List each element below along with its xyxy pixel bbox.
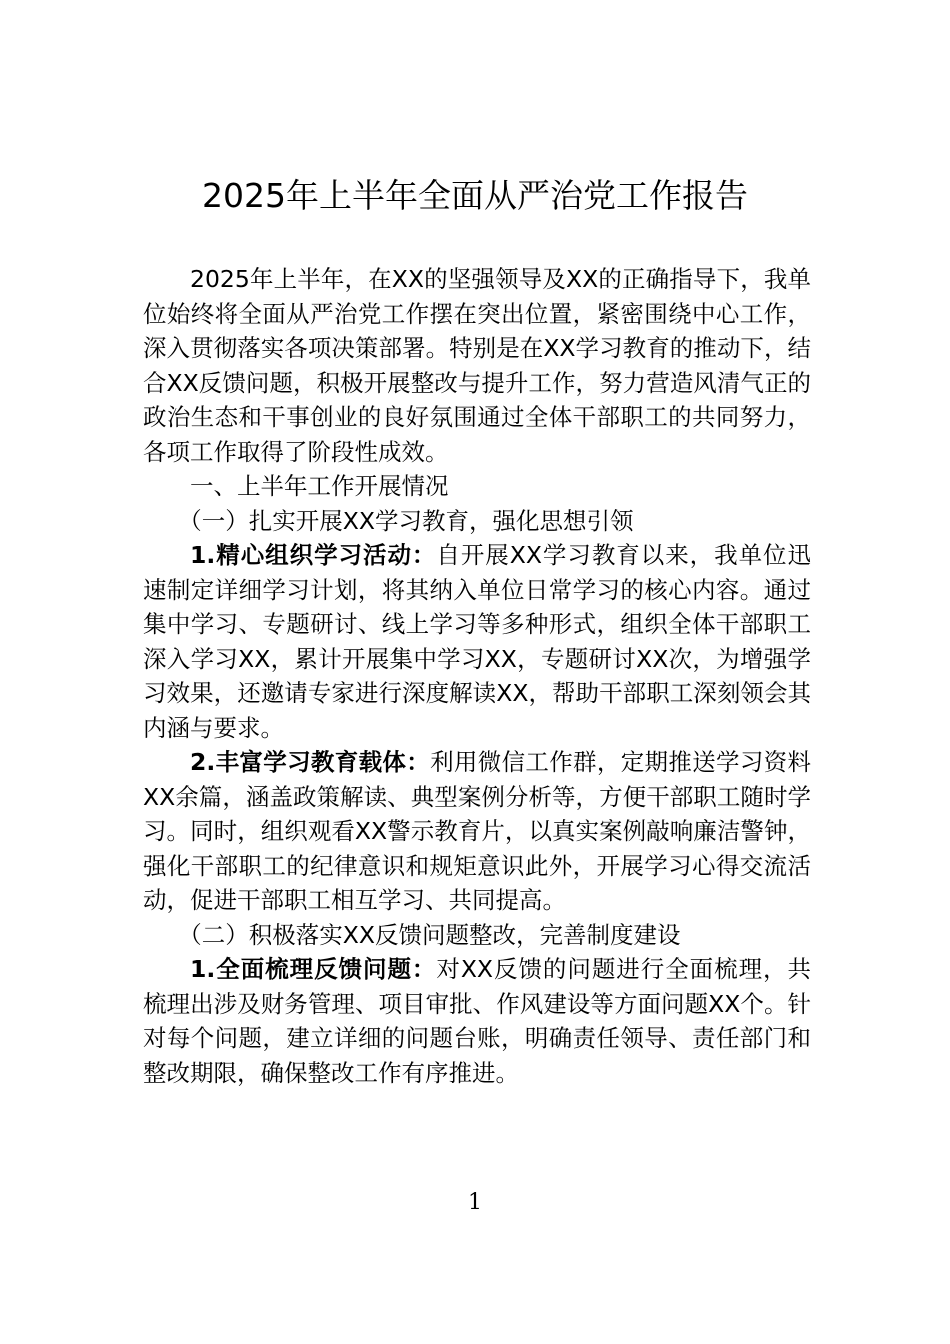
intro-paragraph: 2025年上半年，在XX的坚强领导及XX的正确指导下，我单位始终将全面从严治党工作摆在突出位置，紧密围绕中心工作，深入贯彻落实各项决策部署。特别是在XX学习教育的推动下，结合XX反馈问题，积极开展整改与提升工作，努力营造风清气正的政治生态和干事创业的良好氛围通过全体干部职工的共同努力，各项工作取得了阶段性成效。 xyxy=(143,265,811,466)
list-item-paragraph xyxy=(143,538,811,745)
item-text: 对XX反馈的问题进行全面梳理，共梳理出涉及财务管理、项目审批、作风建设等方面问题XX个。针对每个问题，建立详细的问题台账，明确责任领导、责任部门和整改期限，确保整改工作有序推进。 xyxy=(143,955,811,1087)
document-body xyxy=(143,262,811,1090)
list-item-paragraph xyxy=(143,952,811,1090)
list-item-paragraph xyxy=(143,745,811,918)
subsection-heading: （一）扎实开展XX学习教育，强化思想引领 xyxy=(178,506,634,535)
subsection-heading: （二）积极落实XX反馈问题整改，完善制度建设 xyxy=(178,920,681,949)
page-number: 1 xyxy=(468,1190,482,1215)
item-lead: 1.精心组织学习活动： xyxy=(190,541,437,569)
document-title: 2025年上半年全面从严治党工作报告 xyxy=(202,176,748,215)
item-text: 利用微信工作群，定期推送学习资料XX余篇，涵盖政策解读、典型案例分析等，方便干部职工随时学习。同时，组织观看XX警示教育片，以真实案例敲响廉洁警钟，强化干部职工的纪律意识和规矩意识此外，开展学习心得交流活动，促进干部职工相互学习、共同提高。 xyxy=(143,748,812,914)
item-text: 自开展XX学习教育以来，我单位迅速制定详细学习计划，将其纳入单位日常学习的核心内容。通过集中学习、专题研讨、线上学习等多种形式，组织全体干部职工深入学习XX，累计开展集中学习XX，专题研讨XX次，为增强学习效果，还邀请专家进行深度解读XX，帮助干部职工深刻领会其内涵与要求。 xyxy=(143,541,811,742)
section-heading: 一、上半年工作开展情况 xyxy=(190,472,449,500)
item-lead: 1.全面梳理反馈问题： xyxy=(190,955,437,983)
item-lead: 2.丰富学习教育载体： xyxy=(190,748,431,776)
